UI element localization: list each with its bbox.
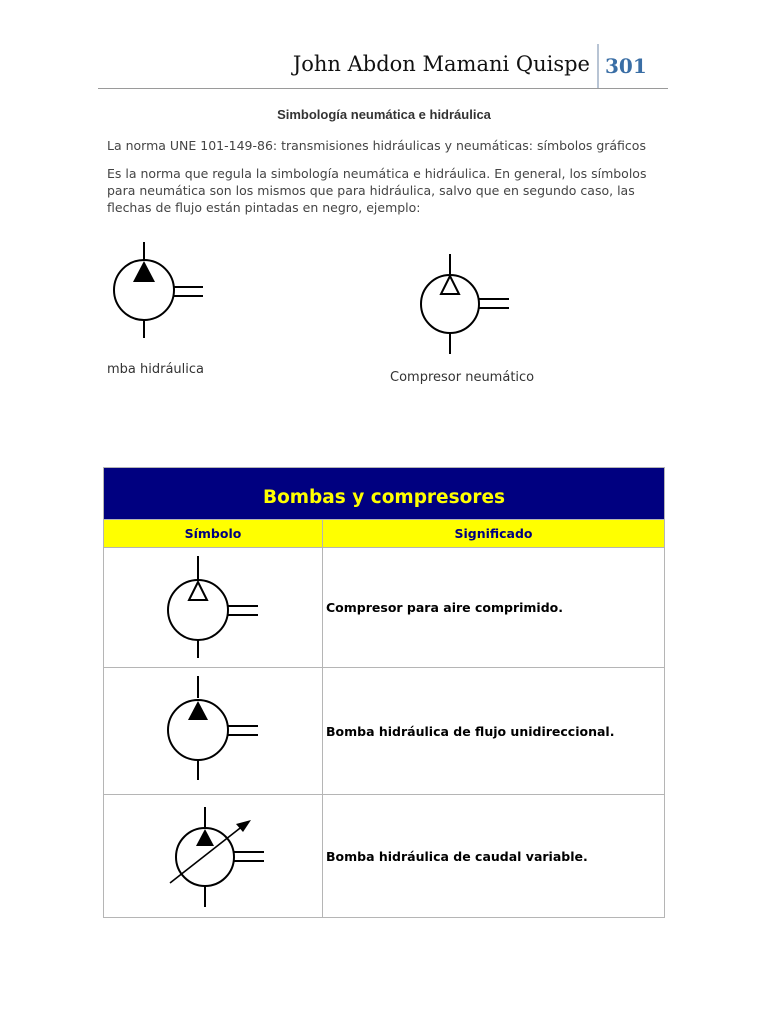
column-header-symbol: Símbolo xyxy=(104,520,323,547)
table-row xyxy=(104,795,664,917)
symbol-cell xyxy=(104,795,323,917)
table-title: Bombas y compresores xyxy=(104,468,664,520)
caption-hydraulic-pump: mba hidráulica xyxy=(107,362,205,377)
header-author: John Abdon Mamani Quispe xyxy=(292,52,590,76)
paragraph-description: Es la norma que regula la simbología neumática e hidráulica. En general, los símbolos para neumática son los mismos que para hidráulica, salvo que en segundo caso, las flechas de flujo están pintadas en negro, ejemplo: xyxy=(107,166,647,215)
symbols-table xyxy=(103,467,665,918)
header-rule xyxy=(98,88,668,89)
meaning-cell: Bomba hidráulica de caudal variable. xyxy=(326,848,588,864)
table-row xyxy=(104,668,664,795)
table-column-headers xyxy=(104,520,664,548)
header-separator xyxy=(597,44,599,88)
symbol-cell xyxy=(104,668,323,794)
compressor-icon xyxy=(162,552,262,662)
paragraph-norma: La norma UNE 101-149-86: transmisiones hidráulicas y neumáticas: símbolos gráficos xyxy=(107,138,646,153)
variable-pump-icon xyxy=(162,805,272,913)
document-title: Simbología neumática e hidráulica xyxy=(277,107,491,122)
compressor-icon xyxy=(414,252,514,357)
page-number: 301 xyxy=(605,54,647,78)
table-row xyxy=(104,548,664,668)
meaning-cell: Bomba hidráulica de flujo unidireccional. xyxy=(326,723,615,739)
caption-compressor: Compresor neumático xyxy=(390,370,535,385)
column-header-meaning: Significado xyxy=(454,526,533,541)
meaning-cell: Compresor para aire comprimido. xyxy=(326,600,563,615)
hydraulic-pump-icon xyxy=(162,674,262,786)
hydraulic-pump-icon xyxy=(100,238,210,343)
symbol-cell xyxy=(104,548,323,667)
